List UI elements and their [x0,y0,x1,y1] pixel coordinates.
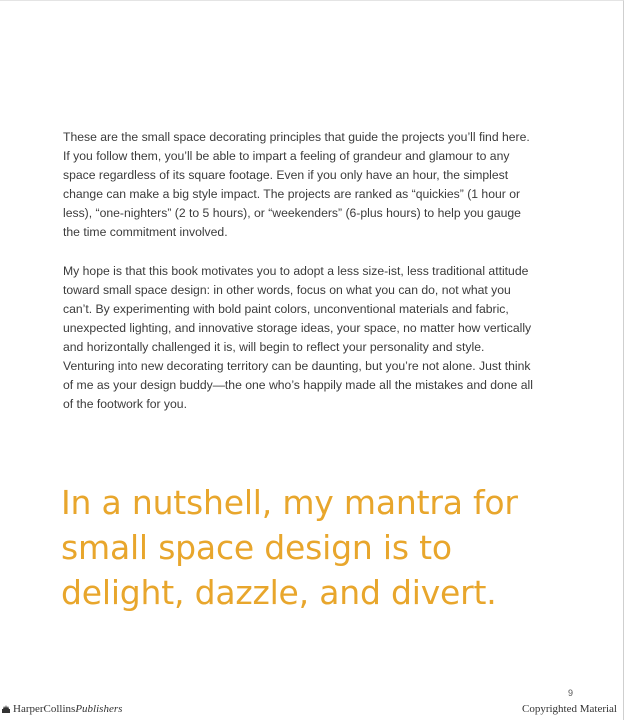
fire-logo-icon [2,705,10,713]
publisher-imprint [2,703,122,715]
pull-quote [61,480,601,615]
body-text [63,128,533,434]
publisher-name-italic: Publishers [75,703,123,715]
paragraph-hope: My hope is that this book motivates you to adopt a less size-ist, less traditional attitude toward small space design: in other words, focus on what you can do, not what you can’t. By experimenting with bold paint colors, unconventional materials and fabric, unexpected lighting, and innovative storage ideas, your space, no matter how vertically and horizontally challenged it is, will begin to reflect your personality and style. Venturing into new decorating territory can be daunting, but you’re not alone. Just think of me as your design buddy—the one who’s happily made all the mistakes and done all of the footwork for you. [63,264,533,411]
pull-quote-line: delight, dazzle, and divert. [61,573,497,612]
page-number: 9 [567,688,573,698]
publisher-name: HarperCollins [13,703,76,715]
pull-quote-line: In a nutshell, my mantra for [61,483,518,522]
pull-quote-line: small space design is to [61,528,452,567]
paragraph-principles: These are the small space decorating principles that guide the projects you’ll find here. If you follow them, you’ll be able to impart a feeling of grandeur and glamour to any space regardless of its square footage. Even if you only have an hour, the simplest change can make a big style impact. The projects are ranked as “quickies” (1 hour or less), “one-nighters” (2 to 5 hours), or “weekenders” (6-plus hours) to help you gauge the time commitment involved. [63,130,530,239]
copyright-notice: Copyrighted Material [521,703,617,715]
